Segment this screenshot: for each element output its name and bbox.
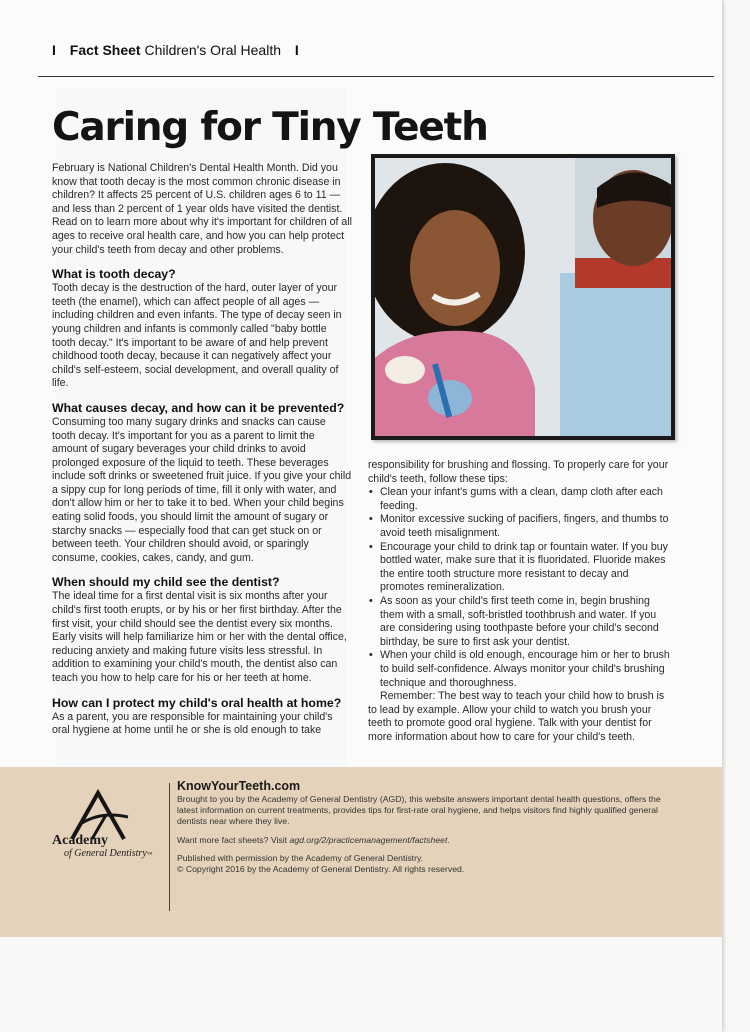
section-heading-home-care: How can I protect my child's oral health at home? bbox=[52, 695, 342, 710]
section-body-dentist: The ideal time for a first dental visit is six months after your child's first tooth erupts, or by his or her first birthday. After the first visit, your child should see the dentist every six months. Early visits will help familiarize him or her with the dental office, reducing anxiety and making future visits less stressful. In addition to examining your child's mouth, the dentist also can teach you how to help care for his or her teeth at home. bbox=[52, 590, 347, 684]
site-description: Brought to you by the Academy of General Dentistry (AGD), this website answers important dental health questions, offers the latest information on current treatments, provides tips for first-rate oral hygiene, and helps visitors find highly qualified general dentists near where they live. bbox=[177, 794, 661, 827]
section-body-causes: Consuming too many sugary drinks and snacks can cause tooth decay. It's important for you as a parent to limit the amount of sugary beverages your child drinks to avoid prolonged exposure of the liquid to teeth. These beverages include soft drinks or sweetened fruit juice. If you give your child a sippy cup for long periods of time, fill it only with water, and don't allow him or her to take it to bed. When your child begins eating solid foods, you should limit the amount of sugary or starchy snacks — especially food that can get stuck on or between teeth. Your children should avoid, or sparingly consume, cookies, cakes, candy, and gum. bbox=[52, 415, 352, 564]
logo-line-academy: Academy bbox=[52, 833, 108, 848]
logo-line-general-dentistry-text: of General Dentistry bbox=[64, 848, 147, 859]
permission-notice: Published with permission by the Academy of General Dentistry. bbox=[177, 852, 424, 863]
section-body-tooth-decay: Tooth decay is the destruction of the hard, outer layer of your teeth (the enamel), which can affect people of all ages — including children and even infants. The type of decay seen in young children and infants is commonly called "baby bottle tooth decay." It's important to be aware of and help prevent childhood tooth decay, because it can negatively affect your child's self-esteem, social development, and overall quality of life. bbox=[52, 282, 342, 390]
more-prefix: Want more fact sheets? Visit bbox=[177, 834, 290, 845]
footer-text bbox=[177, 779, 677, 875]
tip-item: • Encourage your child to drink tap or fountain water. If you buy bottled water, make sure that it is fluoridated. Fluoride makes the entire tooth structure more resistant to decay and promotes remineralization. bbox=[380, 541, 673, 595]
article-title: Caring for Tiny Teeth bbox=[52, 105, 488, 150]
more-fact-sheets bbox=[177, 835, 677, 846]
header-divider bbox=[38, 76, 714, 77]
tip-item: • Monitor excessive sucking of pacifiers, fingers, and thumbs to avoid teeth misalignment. bbox=[380, 513, 673, 540]
footer-panel bbox=[0, 767, 722, 937]
agd-logo-icon bbox=[52, 781, 162, 881]
more-suffix: . bbox=[447, 834, 450, 845]
photo-illustration bbox=[375, 158, 671, 436]
header-bar-right: I bbox=[294, 42, 299, 58]
logo-trademark: ™ bbox=[146, 852, 153, 858]
dentist-child-photo bbox=[375, 158, 671, 436]
section-body-home-care: As a parent, you are responsible for maintaining your child's oral hygiene at home until he or she is old enough to take bbox=[52, 710, 333, 737]
article-photo bbox=[371, 154, 675, 440]
copyright-notice: © Copyright 2016 by the Academy of General Dentistry. All rights reserved. bbox=[177, 864, 465, 875]
tips-list bbox=[368, 486, 673, 690]
page-header bbox=[52, 42, 712, 64]
remember-paragraph: Remember: The best way to teach your child how to brush is to lead by example. Allow your child to watch you brush your teeth to promote good oral hygiene. Talk with your dentist for more information about how to care for your child's teeth. bbox=[368, 690, 665, 743]
logo-line-general-dentistry bbox=[52, 848, 153, 861]
agd-logo-text bbox=[52, 833, 153, 861]
tip-item: • As soon as your child's first teeth come in, begin brushing them with a small, soft-bristled toothbrush and water. If you are considering using toothpaste before your child's second birthday, be sure to first ask your dentist. bbox=[380, 595, 673, 649]
tip-item: • When your child is old enough, encourage him or her to brush to build self-confidence. Always monitor your child's brushing technique and thoroughness. bbox=[380, 649, 673, 690]
tip-item: • Clean your infant's gums with a clean, damp cloth after each feeding. bbox=[380, 486, 673, 513]
site-name: KnowYourTeeth.com bbox=[177, 779, 301, 793]
header-bar-left: I bbox=[52, 42, 56, 58]
footer-divider bbox=[169, 783, 170, 911]
home-care-continued: responsibility for brushing and flossing. To properly care for your child's teeth, follow these tips: bbox=[368, 459, 669, 485]
left-column bbox=[52, 162, 352, 748]
section-heading-causes: What causes decay, and how can it be prevented? bbox=[52, 400, 345, 415]
section-heading-dentist: When should my child see the dentist? bbox=[52, 575, 280, 590]
section-heading-tooth-decay: What is tooth decay? bbox=[52, 267, 176, 282]
intro-paragraph: February is National Children's Dental Health Month. Did you know that tooth decay is the most common chronic disease in children? It affects 25 percent of U.S. children ages 6 to 11 — and less than 2 percent of 1 year olds have visited the dentist. Read on to learn more about why it's important for children of all ages to receive oral health care, and how you can help protect your child's teeth from decay and other problems. bbox=[52, 162, 352, 256]
header-label-bold: Fact Sheet bbox=[69, 42, 141, 58]
page-bottom-margin bbox=[0, 937, 722, 1032]
fact-sheet-link[interactable]: agd.org/2/practicemanagement/factsheet bbox=[289, 834, 448, 845]
right-column bbox=[368, 459, 673, 744]
header-label: Children's Oral Health bbox=[144, 42, 281, 58]
